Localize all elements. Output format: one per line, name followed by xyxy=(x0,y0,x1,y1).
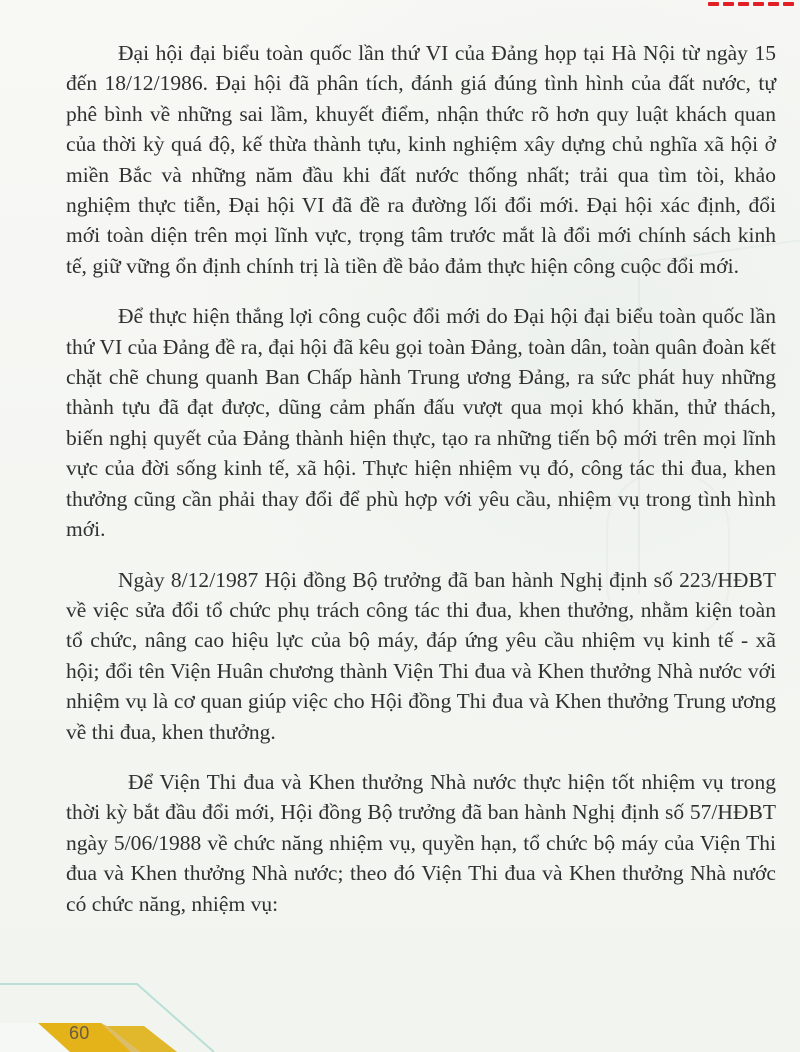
accent-dash xyxy=(768,2,779,6)
accent-dash xyxy=(723,2,734,6)
page-number: 60 xyxy=(69,1023,90,1043)
main-text xyxy=(66,38,776,939)
accent-dash xyxy=(708,2,719,6)
accent-dash xyxy=(753,2,764,6)
paragraph-3: Ngày 8/12/1987 Hội đồng Bộ trưởng đã ban hành Nghị định số 223/HĐBT về việc sửa đổi tổ chức phụ trách công tác thi đua, khen thưởng, nhằm kiện toàn tổ chức, nâng cao hiệu lực của bộ máy, đáp ứng yêu cầu nhiệm vụ kinh tế - xã hội; đổi tên Viện Huân chương thành Viện Thi đua và Khen thưởng Nhà nước với nhiệm vụ là cơ quan giúp việc cho Hội đồng Thi đua và Khen thưởng Trung ương về thi đua, khen thưởng. xyxy=(66,567,776,744)
top-right-accent xyxy=(708,0,794,8)
paragraph-1: Đại hội đại biểu toàn quốc lần thứ VI của Đảng họp tại Hà Nội từ ngày 15 đến 18/12/1986. Đại hội đã phân tích, đánh giá đúng tình hình của đất nước, tự phê bình về những sai lầm, khuyết điểm, nhận thức rõ hơn quy luật khách quan của thời kỳ quá độ, kế thừa thành tựu, kinh nghiệm xây dựng chủ nghĩa xã hội ở miền Bắc và những năm đầu khi đất nước thống nhất; trải qua tìm tòi, khảo nghiệm thực tiễn, Đại hội VI đã đề ra đường lối đổi mới. Đại hội xác định, đổi mới toàn diện trên mọi lĩnh vực, trọng tâm trước mắt là đổi mới chính sách kinh tế, giữ vững ổn định chính trị là tiền đề bảo đảm thực hiện công cuộc đổi mới. xyxy=(66,41,776,278)
paragraph-4: Để Viện Thi đua và Khen thưởng Nhà nước thực hiện tốt nhiệm vụ trong thời kỳ bắt đầu đổi mới, Hội đồng Bộ trưởng đã ban hành Nghị định số 57/HĐBT ngày 5/06/1988 về chức năng nhiệm vụ, quyền hạn, tổ chức bộ máy của Viện Thi đua và Khen thưởng Nhà nước; theo đó Viện Thi đua và Khen thưởng Nhà nước có chức năng, nhiệm vụ: xyxy=(66,769,776,916)
footer-decoration xyxy=(0,872,800,1052)
paragraph-2: Để thực hiện thắng lợi công cuộc đổi mới do Đại hội đại biểu toàn quốc lần thứ VI của Đảng đề ra, đại hội đã kêu gọi toàn Đảng, toàn dân, toàn quân đoàn kết chặt chẽ chung quanh Ban Chấp hành Trung ương Đảng, ra sức phát huy những thành tựu đã đạt được, dũng cảm phấn đấu vượt qua mọi khó khăn, thử thách, biến nghị quyết của Đảng thành hiện thực, tạo ra những tiến bộ mới trên mọi lĩnh vực của đời sống kinh tế, xã hội. Thực hiện nhiệm vụ đó, công tác thi đua, khen thưởng cũng cần phải thay đổi để phù hợp với yêu cầu, nhiệm vụ trong tình hình mới. xyxy=(66,304,776,542)
accent-dash xyxy=(738,2,749,6)
accent-dash xyxy=(783,2,794,6)
